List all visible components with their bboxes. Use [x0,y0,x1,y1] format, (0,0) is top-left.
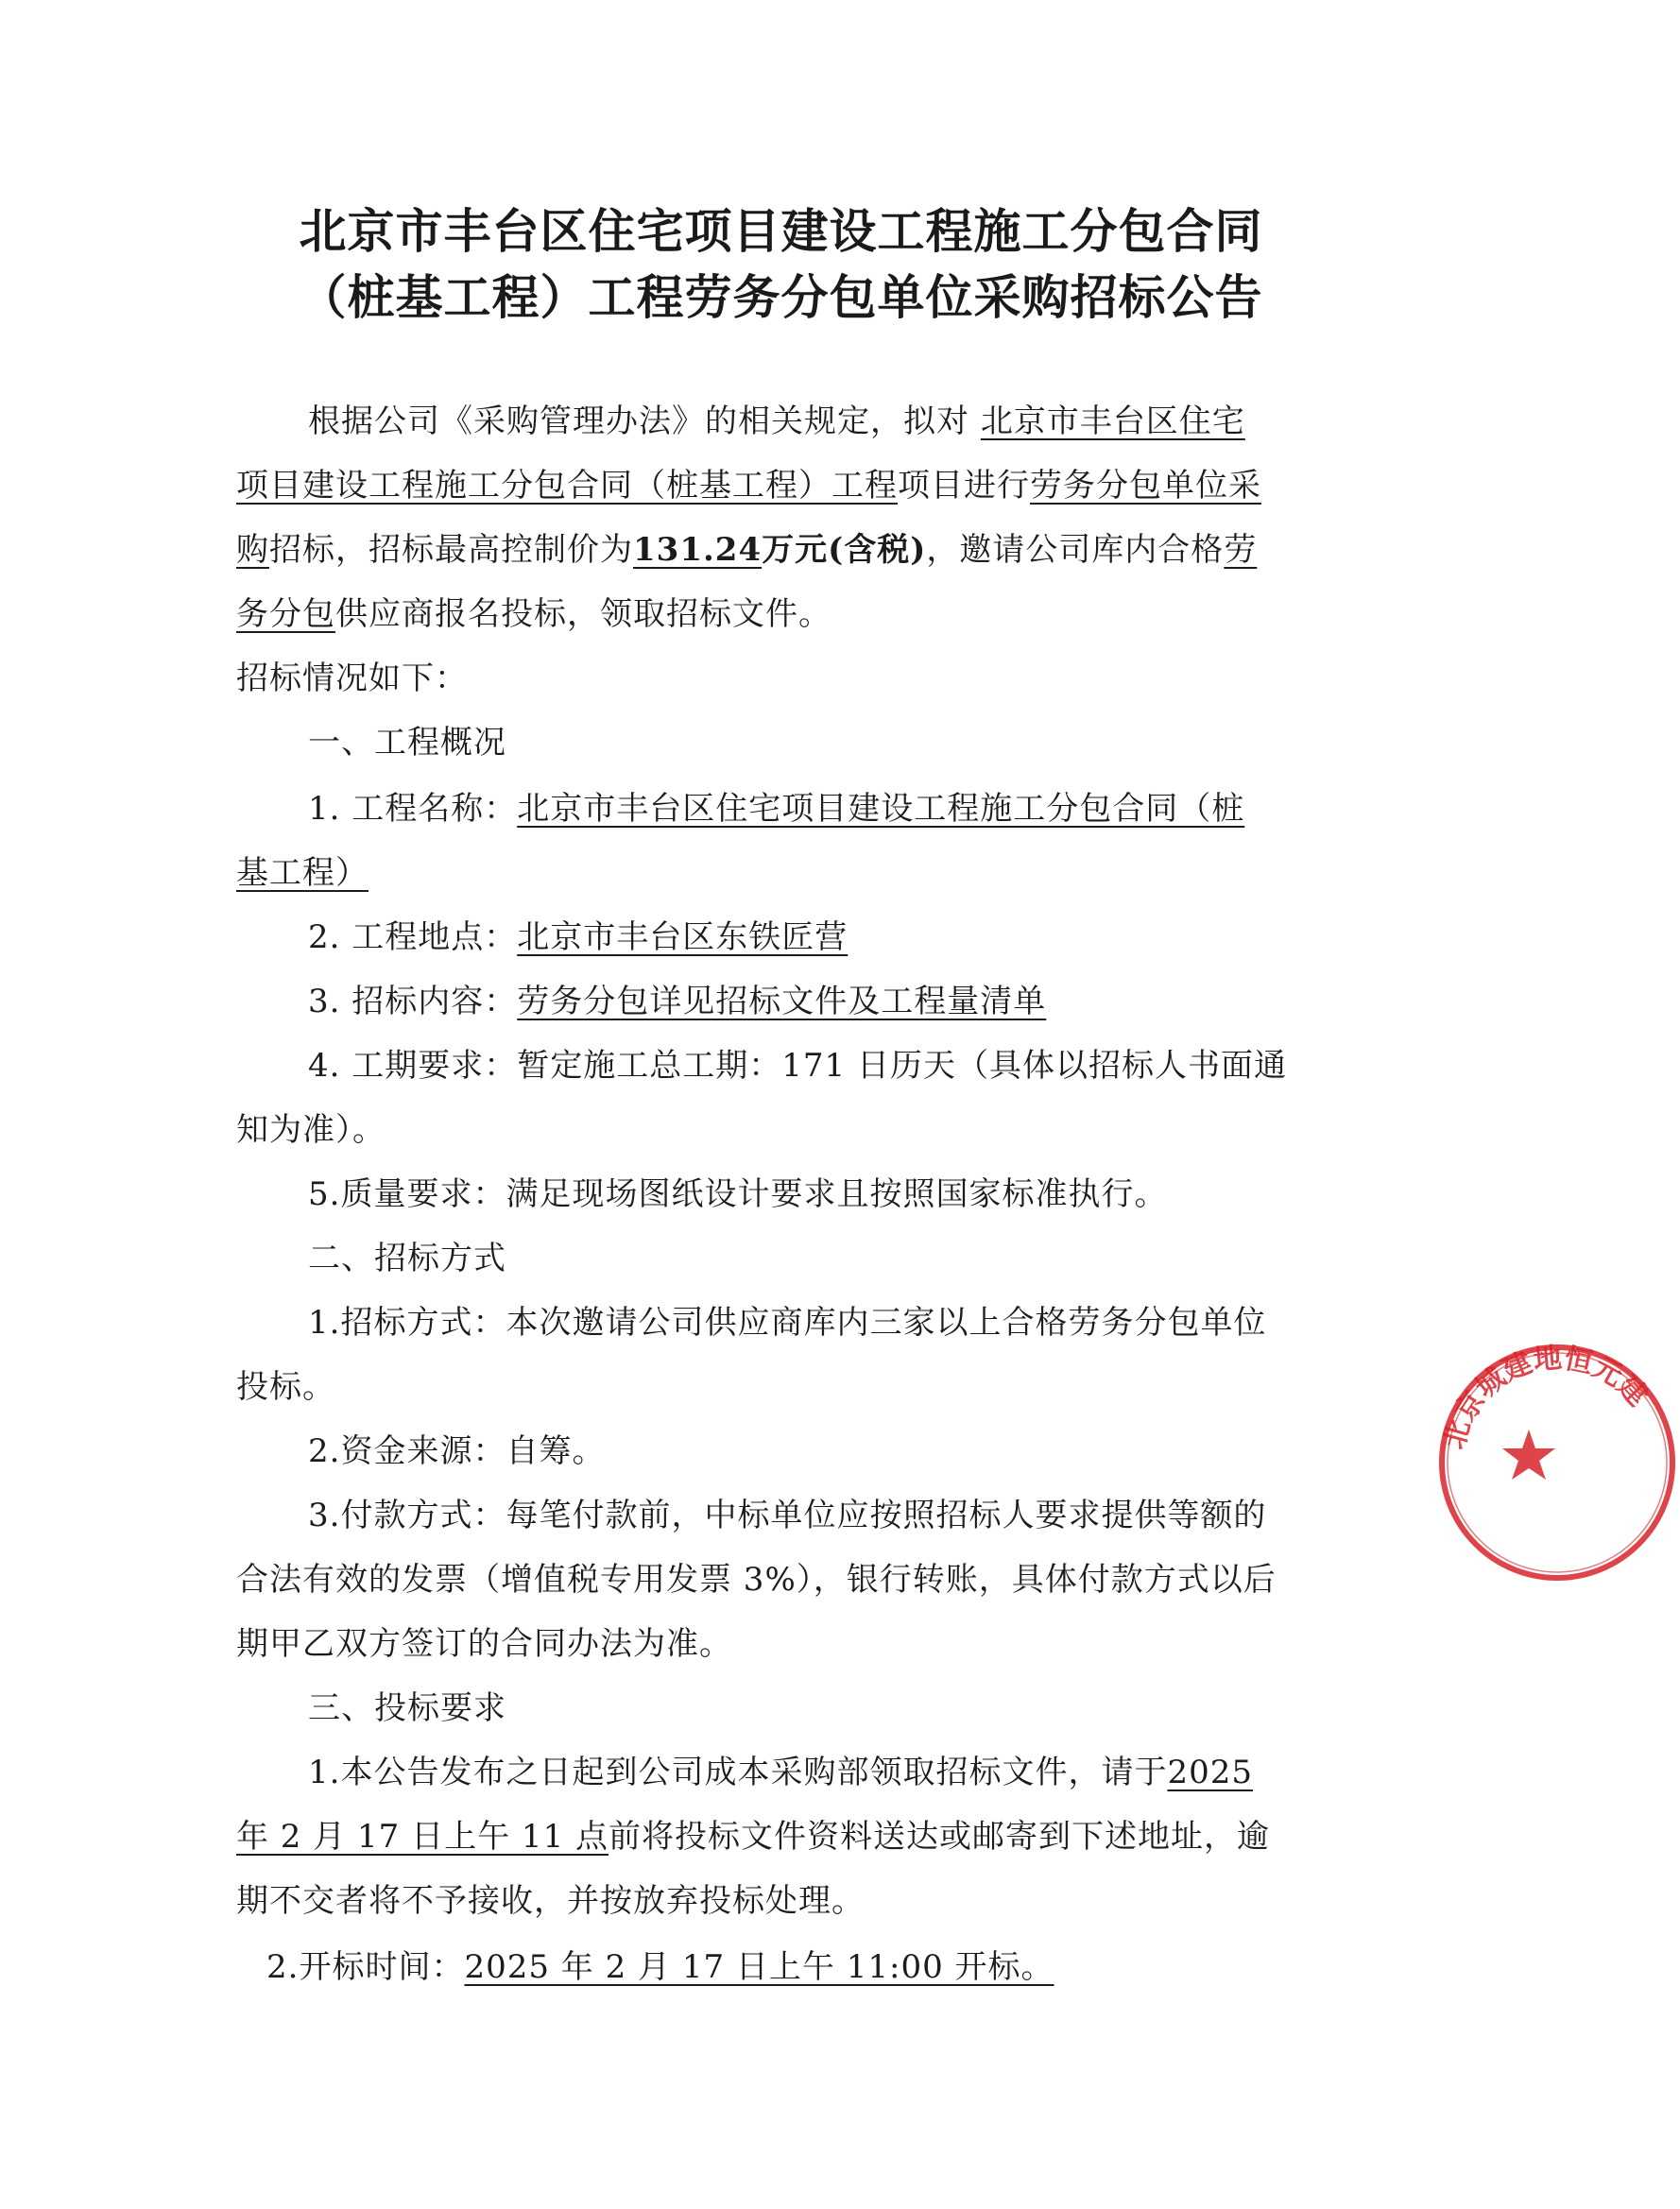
project-name-line-1 [308,784,1244,833]
payment-line-1: 3.付款方式：每笔付款前，中标单位应按照招标人要求提供等额的 [308,1497,1267,1534]
field-value: 2025 年 2 月 17 日上午 11:00 开标。 [464,1948,1054,1986]
section-3-heading: 三、投标要求 [308,1689,506,1727]
procurement-type-underlined: 购 [236,531,269,569]
field-value: 劳务分包详见招标文件及工程量清单 [517,983,1047,1020]
company-seal-stamp [1434,1340,1680,1585]
payment-line-3: 期甲乙双方签订的合同办法为准。 [236,1625,732,1663]
intro-text: 招标，招标最高控制价为 [269,531,633,569]
procurement-type-underlined: 劳务分包单位采 [1030,467,1261,505]
intro-text: 根据公司《采购管理办法》的相关规定，拟对 [308,402,969,440]
bid-deadline-line-3: 期不交者将不予接收，并按放弃投标处理。 [236,1882,865,1920]
schedule-line-2: 知为准）。 [236,1111,386,1149]
field-value: 北京市丰台区东铁匠营 [517,918,849,956]
field-value: 基工程） [236,854,369,892]
project-name-underlined: 项目建设工程施工分包合同（桩基工程）工程 [236,467,898,505]
seal-star-icon [1502,1430,1555,1480]
deadline-year: 2025 [1167,1754,1253,1791]
deadline-date: 年 2 月 17 日上午 11 点 [236,1818,609,1856]
max-price-value: 131.24 [633,531,763,569]
body-text: 前将投标文件资料送达或邮寄到下述地址，逾 [609,1818,1271,1856]
funding-source: 2.资金来源：自筹。 [308,1432,606,1470]
project-location [308,913,848,962]
bid-deadline-line-1 [308,1748,1253,1797]
tender-content [308,977,1046,1026]
bid-deadline-line-2 [236,1812,1270,1861]
svg-text:北京城建地恒元建 [1438,1342,1654,1452]
intro-line-4 [236,590,831,639]
body-text: 1.本公告发布之日起到公司成本采购部领取招标文件，请于 [308,1754,1168,1791]
supplier-type-underlined: 劳 [1224,531,1258,569]
project-name-line-2 [236,848,369,898]
seal-text: 北京城建地恒元建 [1437,1342,1654,1453]
project-name-underlined: 北京市丰台区住宅 [980,402,1245,440]
tender-overview-label: 招标情况如下： [236,659,468,697]
payment-line-2: 合法有效的发票（增值税专用发票 3%），银行转账，具体付款方式以后 [236,1561,1277,1599]
intro-line-1 [308,397,1245,446]
document-title-line-1: 北京市丰台区住宅项目建设工程施工分包合同 [299,204,1263,259]
tender-method-line-2: 投标。 [236,1368,335,1406]
intro-text: 项目进行 [898,467,1030,505]
tender-method-line-1: 1.招标方式：本次邀请公司供应商库内三家以上合格劳务分包单位 [308,1304,1267,1342]
section-2-heading: 二、招标方式 [308,1240,506,1277]
field-label: 1. 工程名称： [308,790,518,828]
bid-opening-time [266,1943,1054,1992]
max-price-unit: 万元(含税) [762,531,927,569]
intro-line-2 [236,461,1261,510]
field-label: 2.开标时间： [266,1948,465,1986]
field-label: 3. 招标内容： [308,983,518,1020]
intro-text: ，邀请公司库内合格 [926,531,1225,569]
section-1-heading: 一、工程概况 [308,724,506,762]
intro-line-3 [236,525,1257,574]
quality-requirement: 5.质量要求：满足现场图纸设计要求且按照国家标准执行。 [308,1175,1168,1213]
document-title-line-2: （桩基工程）工程劳务分包单位采购招标公告 [299,270,1263,325]
schedule-line-1: 4. 工期要求：暂定施工总工期：171 日历天（具体以招标人书面通 [308,1047,1287,1085]
field-value: 北京市丰台区住宅项目建设工程施工分包合同（桩 [517,790,1245,828]
intro-text: 供应商报名投标，领取招标文件。 [335,595,831,633]
supplier-type-underlined: 务分包 [236,595,335,633]
field-label: 2. 工程地点： [308,918,518,956]
